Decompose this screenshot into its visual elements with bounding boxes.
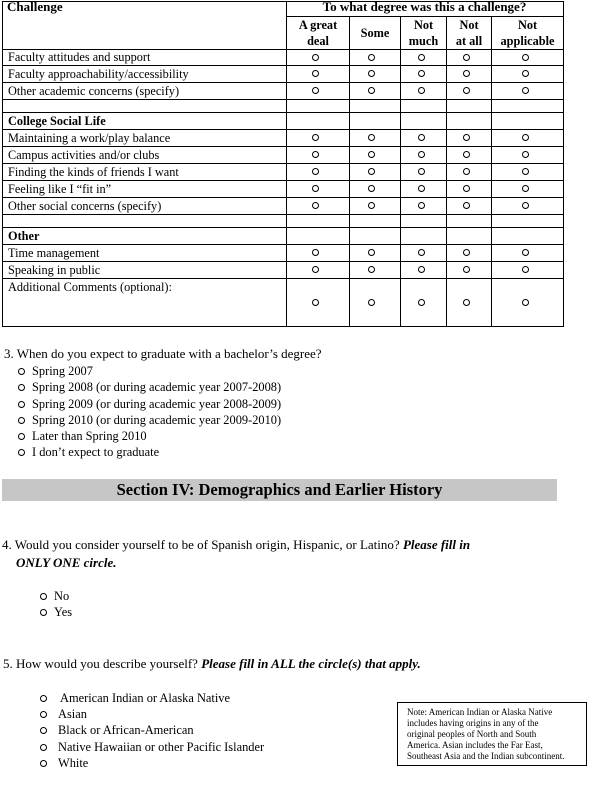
rating-radio-icon[interactable] <box>463 87 470 94</box>
row-label-other-academic: Other academic concerns (specify) <box>8 84 180 98</box>
other-heading: Other <box>8 229 40 243</box>
rating-radio-icon[interactable] <box>522 185 529 192</box>
rating-radio-icon[interactable] <box>368 54 375 61</box>
row-label-other-social: Other social concerns (specify) <box>8 199 162 213</box>
rating-radio-icon[interactable] <box>522 168 529 175</box>
q3-option-later[interactable]: Later than Spring 2010 <box>18 428 147 444</box>
challenge-column-header: Challenge <box>7 0 63 14</box>
rating-radio-icon[interactable] <box>312 70 319 77</box>
rating-radio-icon[interactable] <box>312 54 319 61</box>
rating-radio-icon[interactable] <box>463 70 470 77</box>
q3-option-spring-2007[interactable]: Spring 2007 <box>18 363 93 379</box>
rating-radio-icon[interactable] <box>418 87 425 94</box>
rating-radio-icon[interactable] <box>368 70 375 77</box>
q5-option-black[interactable]: Black or African-American <box>40 722 194 738</box>
rating-radio-icon[interactable] <box>368 266 375 273</box>
rating-radio-icon[interactable] <box>418 70 425 77</box>
rating-radio-icon[interactable] <box>463 151 470 158</box>
checkbox-circle-icon[interactable] <box>40 760 47 767</box>
rating-radio-icon[interactable] <box>463 249 470 256</box>
question-4 <box>2 537 470 553</box>
radio-circle-icon[interactable] <box>18 433 25 440</box>
radio-circle-icon[interactable] <box>40 593 47 600</box>
rating-radio-icon[interactable] <box>522 54 529 61</box>
rating-radio-icon[interactable] <box>463 54 470 61</box>
rating-radio-icon[interactable] <box>418 54 425 61</box>
rating-radio-icon[interactable] <box>522 299 529 306</box>
rating-radio-icon[interactable] <box>368 299 375 306</box>
rating-radio-icon[interactable] <box>312 299 319 306</box>
checkbox-circle-icon[interactable] <box>40 727 47 734</box>
rating-radio-icon[interactable] <box>312 87 319 94</box>
rating-radio-icon[interactable] <box>368 151 375 158</box>
rating-radio-icon[interactable] <box>418 168 425 175</box>
question-4-instruction-b: ONLY ONE circle. <box>16 555 117 570</box>
rating-radio-icon[interactable] <box>522 87 529 94</box>
q3-option-spring-2009[interactable]: Spring 2009 (or during academic year 2008-2009) <box>18 396 281 412</box>
radio-circle-icon[interactable] <box>18 384 25 391</box>
rating-radio-icon[interactable] <box>368 202 375 209</box>
rating-radio-icon[interactable] <box>368 249 375 256</box>
row-label-speaking-public: Speaking in public <box>8 263 101 277</box>
rating-radio-icon[interactable] <box>368 134 375 141</box>
rating-radio-icon[interactable] <box>418 299 425 306</box>
radio-circle-icon[interactable] <box>18 368 25 375</box>
q5-option-asian[interactable]: Asian <box>40 706 87 722</box>
row-label-time-management: Time management <box>8 246 100 260</box>
rating-radio-icon[interactable] <box>312 134 319 141</box>
rating-radio-icon[interactable] <box>312 266 319 273</box>
rating-radio-icon[interactable] <box>418 266 425 273</box>
rating-radio-icon[interactable] <box>368 87 375 94</box>
section-title: Section IV: Demographics and Earlier History <box>116 480 443 499</box>
q4-option-no[interactable]: No <box>40 588 69 604</box>
q5-option-white[interactable]: White <box>40 755 88 771</box>
col-header-not-much: Not much <box>408 18 439 48</box>
row-label-additional-comments: Additional Comments (optional): <box>8 280 172 294</box>
row-label-work-play: Maintaining a work/play balance <box>8 131 171 145</box>
row-label-finding-friends: Finding the kinds of friends I want <box>8 165 179 179</box>
rating-radio-icon[interactable] <box>312 168 319 175</box>
rating-radio-icon[interactable] <box>522 202 529 209</box>
rating-radio-icon[interactable] <box>418 249 425 256</box>
q3-option-not-graduate[interactable]: I don’t expect to graduate <box>18 444 159 460</box>
rating-radio-icon[interactable] <box>418 185 425 192</box>
row-label-faculty-attitudes: Faculty attitudes and support <box>8 50 151 64</box>
rating-radio-icon[interactable] <box>522 70 529 77</box>
rating-radio-icon[interactable] <box>312 202 319 209</box>
row-label-faculty-approachability: Faculty approachability/accessibility <box>8 67 189 81</box>
rating-radio-icon[interactable] <box>463 168 470 175</box>
rating-radio-icon[interactable] <box>463 299 470 306</box>
col-header-great-deal: A great deal <box>298 18 338 48</box>
col-header-not-at-all: Not at all <box>455 18 483 48</box>
rating-radio-icon[interactable] <box>368 168 375 175</box>
radio-circle-icon[interactable] <box>18 401 25 408</box>
rating-radio-icon[interactable] <box>418 202 425 209</box>
rating-radio-icon[interactable] <box>463 266 470 273</box>
rating-radio-icon[interactable] <box>522 134 529 141</box>
rating-radio-icon[interactable] <box>463 185 470 192</box>
rating-radio-icon[interactable] <box>463 202 470 209</box>
question-4-instruction-a: Please fill in <box>402 537 471 552</box>
q3-option-spring-2010[interactable]: Spring 2010 (or during academic year 2009-2010) <box>18 412 281 428</box>
radio-circle-icon[interactable] <box>40 609 47 616</box>
q3-option-spring-2008[interactable]: Spring 2008 (or during academic year 2007-2008) <box>18 379 281 395</box>
checkbox-circle-icon[interactable] <box>40 711 47 718</box>
q5-option-native-hawaiian[interactable]: Native Hawaiian or other Pacific Islander <box>40 739 264 755</box>
row-label-campus-activities: Campus activities and/or clubs <box>8 148 160 162</box>
rating-radio-icon[interactable] <box>312 151 319 158</box>
checkbox-circle-icon[interactable] <box>40 695 47 702</box>
col-header-some: Some <box>360 26 390 40</box>
rating-radio-icon[interactable] <box>312 249 319 256</box>
rating-radio-icon[interactable] <box>418 151 425 158</box>
rating-radio-icon[interactable] <box>312 185 319 192</box>
rating-radio-icon[interactable] <box>368 185 375 192</box>
social-life-heading: College Social Life <box>8 114 106 128</box>
radio-circle-icon[interactable] <box>18 449 25 456</box>
question-5-instruction: Please fill in ALL the circle(s) that apply. <box>201 656 421 671</box>
race-note-box: Note: American Indian or Alaska Native includes having origins in any of the original peoples of North and South America. Asian includes the Far East, Southeast Asia and the Indian subcontinent. <box>397 702 587 766</box>
rating-radio-icon[interactable] <box>418 134 425 141</box>
degree-column-header: To what degree was this a challenge? <box>322 0 527 14</box>
rating-radio-icon[interactable] <box>522 249 529 256</box>
question-5 <box>3 656 421 672</box>
question-3: 3. When do you expect to graduate with a bachelor’s degree? <box>4 346 322 361</box>
checkbox-circle-icon[interactable] <box>40 744 47 751</box>
radio-circle-icon[interactable] <box>18 417 25 424</box>
col-header-not-applicable: Not applicable <box>500 18 555 48</box>
q4-option-yes[interactable]: Yes <box>40 604 72 620</box>
rating-radio-icon[interactable] <box>522 266 529 273</box>
row-label-fit-in: Feeling like I “fit in” <box>8 182 112 196</box>
question-4-text: 4. Would you consider yourself to be of Spanish origin, Hispanic, or Latino? <box>2 537 400 552</box>
question-5-text: 5. How would you describe yourself? <box>3 656 198 671</box>
rating-radio-icon[interactable] <box>463 134 470 141</box>
section-heading-bar <box>2 479 557 501</box>
rating-radio-icon[interactable] <box>522 151 529 158</box>
q5-option-american-indian[interactable]: American Indian or Alaska Native <box>40 690 230 706</box>
